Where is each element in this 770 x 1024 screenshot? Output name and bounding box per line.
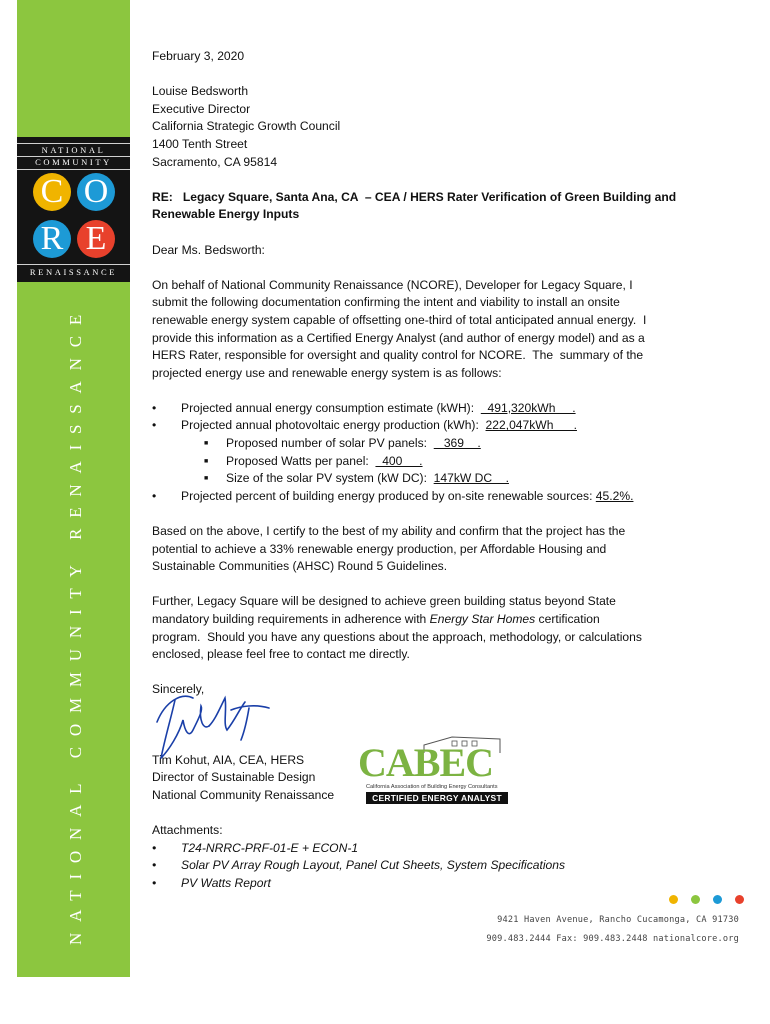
footer-dot-yellow	[669, 895, 678, 904]
signer-org: National Community Renaissance	[152, 787, 335, 802]
production-label: Projected annual photovoltaic energy production (kWh):	[181, 418, 486, 433]
para1-line: renewable energy system capable of offsetting one-third of total anticipated annual energy. I	[152, 312, 647, 327]
sub-bullet-watts	[152, 453, 682, 471]
sub-bullet-size	[152, 470, 682, 488]
sub-bullet-panels	[152, 435, 682, 453]
attachment-item: • T24-NRRC-PRF-01-E + ECON-1	[152, 840, 682, 858]
para3-text: mandatory building requirements in adherence with	[152, 612, 430, 626]
cabec-wordmark: CABEC	[358, 740, 494, 785]
para1-line: HERS Rater, responsible for oversight and quality control for NCORE. The summary of the	[152, 348, 644, 363]
percent-value: 45.2%.	[595, 488, 634, 503]
recipient-street: 1400 Tenth Street	[152, 136, 248, 151]
recipient-name: Louise Bedsworth	[152, 84, 249, 99]
size-label: Size of the solar PV system (kW DC):	[226, 471, 434, 486]
cabec-subtitle: California Association of Building Energy Consultants	[366, 784, 498, 790]
para3-line: program. Should you have any questions about the approach, methodology, or calculations	[152, 629, 642, 644]
footer-dot-red	[735, 895, 744, 904]
panels-value: 369 .	[433, 436, 481, 451]
salutation: Dear Ms. Bedsworth:	[152, 242, 265, 257]
consumption-value: 491,320kWh .	[480, 400, 576, 415]
closing: Sincerely,	[152, 682, 205, 697]
attachments-label: Attachments:	[152, 823, 223, 838]
logo-circle-e: E	[77, 220, 115, 258]
subject-line-2: Renewable Energy Inputs	[152, 207, 300, 222]
para1-line: submit the following documentation confirming the intent and viability to install an onsite	[152, 295, 620, 310]
footer-address: 9421 Haven Avenue, Rancho Cucamonga, CA 91730	[497, 915, 739, 925]
logo-community: COMMUNITY	[35, 157, 112, 167]
para1-line: On behalf of National Community Renaissance (NCORE), Developer for Legacy Square, I	[152, 277, 633, 292]
watts-value: 400 .	[375, 453, 423, 468]
signer-name: Tim Kohut, AIA, CEA, HERS	[152, 752, 305, 767]
bullet-percent	[152, 488, 682, 506]
size-value: 147kW DC .	[433, 471, 509, 486]
cabec-logo	[352, 733, 510, 807]
signature-image	[145, 680, 275, 765]
para2-line: potential to achieve a 33% renewable energy production, per Affordable Housing and	[152, 541, 607, 556]
footer-dot-green	[691, 895, 700, 904]
recipient-title: Executive Director	[152, 101, 251, 116]
bullet-production	[152, 417, 682, 435]
logo-circle-o: O	[77, 173, 115, 211]
subject-line: RE: Legacy Square, Santa Ana, CA – CEA / HERS Rater Verification of Green Building and	[152, 189, 677, 204]
consumption-label: Projected annual energy consumption estimate (kWH):	[181, 400, 481, 415]
percent-label: Projected percent of building energy produced by on-site renewable sources:	[181, 488, 596, 503]
para2-line: Sustainable Communities (AHSC) Round 5 Guidelines.	[152, 559, 448, 574]
sidebar-vertical-text: NATIONAL COMMUNITY RENAISSANCE	[66, 303, 85, 945]
para2-line: Based on the above, I certify to the best of my ability and confirm that the project has the	[152, 524, 626, 539]
logo-national: NATIONAL	[41, 145, 106, 155]
para1-line: provide this information as a Certified Energy Analyst (and author of energy model) and as a	[152, 330, 645, 345]
para3-line	[152, 611, 682, 629]
energy-star-homes: Energy Star Homes	[429, 612, 536, 626]
para3-text: certification	[535, 612, 600, 626]
signer-title: Director of Sustainable Design	[152, 770, 316, 785]
para3-line: Further, Legacy Square will be designed to achieve green building status beyond State	[152, 594, 616, 609]
ncore-logo	[17, 137, 130, 282]
logo-renaissance: RENAISSANCE	[29, 267, 118, 277]
attachment-item: • PV Watts Report	[152, 875, 682, 893]
footer-dot-blue	[713, 895, 722, 904]
para3-line: enclosed, please feel free to contact me directly.	[152, 647, 410, 662]
logo-circle-c: C	[33, 173, 71, 211]
para1-line: projected energy use and renewable energy system is as follows:	[152, 365, 502, 380]
cabec-certified-bar: CERTIFIED ENERGY ANALYST	[366, 792, 508, 804]
production-value: 222,047kWh .	[485, 418, 577, 433]
recipient-org: California Strategic Growth Council	[152, 119, 341, 134]
letter-date: February 3, 2020	[152, 49, 245, 63]
footer-contact: 909.483.2444 Fax: 909.483.2448 nationalcore.org	[486, 934, 739, 944]
bullet-consumption	[152, 400, 682, 418]
panels-label: Proposed number of solar PV panels:	[226, 436, 434, 451]
logo-circle-r: R	[33, 220, 71, 258]
recipient-city: Sacramento, CA 95814	[152, 154, 278, 169]
attachment-item: • Solar PV Array Rough Layout, Panel Cut Sheets, System Specifications	[152, 857, 682, 875]
watts-label: Proposed Watts per panel:	[226, 453, 376, 468]
